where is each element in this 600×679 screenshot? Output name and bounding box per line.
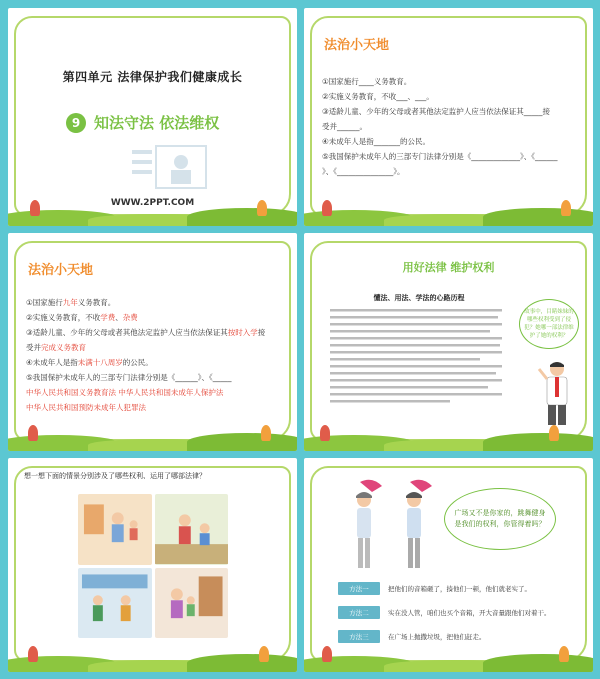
grass-decoration	[304, 646, 593, 672]
site-watermark: WWW.2PPT.COM	[110, 198, 195, 208]
slide-title: 用好法律 维护权利	[402, 261, 495, 274]
court-emblem-icon	[126, 140, 214, 200]
method-tag-3: 方法三	[338, 630, 380, 643]
method-row-1	[338, 582, 531, 595]
answer-line-4: ④未成年人是指未满十八周岁的公民。	[26, 358, 153, 367]
quiz-title: 法治小天地	[324, 38, 390, 53]
unit-title: 第四单元 法律保护我们健康成长	[62, 70, 243, 84]
question-3b: 受并______。	[322, 122, 367, 131]
scenario-image-4	[155, 568, 229, 639]
quiz-questions	[322, 74, 579, 179]
slide-6-methods[interactable]	[304, 458, 593, 672]
grass-decoration	[8, 425, 297, 451]
article-title: 懂法、用法、学法的心路历程	[373, 294, 465, 302]
grass-decoration	[304, 425, 593, 451]
question-5a: ⑤我国保护未成年人的三部专门法律分别是《_____________》、《______	[322, 152, 558, 161]
article-text-block	[330, 307, 502, 411]
slide-2-quiz[interactable]	[304, 8, 593, 226]
quiz-answers	[26, 295, 283, 415]
grass-decoration	[304, 200, 593, 226]
answer-4: 未满十八周岁	[77, 358, 123, 367]
teacher-figure-icon	[537, 359, 577, 429]
question-bubble: 故事中，目睹妹妹的哪些权利受到了侵犯？她哪一部法律维护了她的权利？	[519, 299, 579, 349]
method-tag-2: 方法二	[338, 606, 380, 619]
method-row-3	[338, 630, 486, 643]
slide-4-article[interactable]	[304, 233, 593, 451]
slide-3-quiz-answers[interactable]	[8, 233, 297, 451]
scenario-image-1	[78, 494, 152, 565]
grass-decoration	[8, 200, 297, 226]
answer-line-3b: 受并完成义务教育	[26, 343, 86, 352]
answer-line-5-laws	[26, 385, 283, 400]
lesson-title: 知法守法 依法维权	[94, 114, 220, 132]
dancers-with-fans-icon	[332, 478, 442, 578]
method-text-2: 实在没人管，咱们也买个音箱，开大音量跟他们对着干。	[388, 609, 551, 617]
answer-line-3: ③适龄儿童、少年的父母或者其他法定监护人应当依法保证其按时入学接	[26, 328, 266, 337]
answer-1: 九年	[62, 298, 78, 307]
answer-line-5-law3	[26, 400, 283, 415]
slide-1-title[interactable]	[8, 8, 297, 226]
method-tag-1: 方法一	[338, 582, 380, 595]
answer-2a: 学费	[100, 313, 116, 322]
answer-3b: 完成义务教育	[41, 343, 86, 352]
answer-2b: 杂费	[122, 313, 138, 322]
answer-line-2: ②实施义务教育，不收学费、杂费	[26, 313, 138, 322]
scenario-question: 想一想下面的情景分别涉及了哪些权利、运用了哪部法律？	[24, 472, 206, 480]
slide-5-scenarios[interactable]	[8, 458, 297, 672]
question-2: ②实施义务教育，不收___、___。	[322, 92, 434, 101]
law-3: 中华人民共和国预防未成年人犯罪法	[26, 403, 146, 412]
quiz-title: 法治小天地	[28, 263, 94, 278]
scenario-image-2	[155, 494, 229, 565]
grass-decoration	[8, 646, 297, 672]
question-3a: ③适龄儿童、少年的父母或者其他法定监护人应当依法保证其_____接	[322, 107, 550, 116]
answer-line-1: ①国家施行九年义务教育。	[26, 298, 116, 307]
method-text-3: 在广场上抛撒垃圾，把他们赶走。	[388, 633, 486, 641]
lesson-number-badge: 9	[66, 113, 86, 133]
question-4: ④未成年人是指_______的公民。	[322, 137, 430, 146]
scenario-image-3	[78, 568, 152, 639]
question-5b: 》、《_______________》。	[322, 167, 405, 176]
answer-3: 按时入学	[227, 328, 258, 337]
scenario-illustrations	[78, 494, 228, 638]
answer-line-5: ⑤我国保护未成年人的三部专门法律分别是《______》、《_____	[26, 373, 232, 382]
speech-bubble: 广场又不是你家的，跳舞健身是我们的权利，你管得着吗？	[444, 488, 556, 550]
method-text-1: 把他们的音箱砸了，揍他们一顿，他们就老实了。	[388, 585, 531, 593]
method-row-2	[338, 606, 551, 619]
law-2: 中华人民共和国未成年人保护法	[118, 388, 224, 397]
question-1: ①国家施行____义务教育。	[322, 77, 412, 86]
law-1: 中华人民共和国义务教育法	[26, 388, 116, 397]
lesson-heading	[66, 112, 219, 133]
